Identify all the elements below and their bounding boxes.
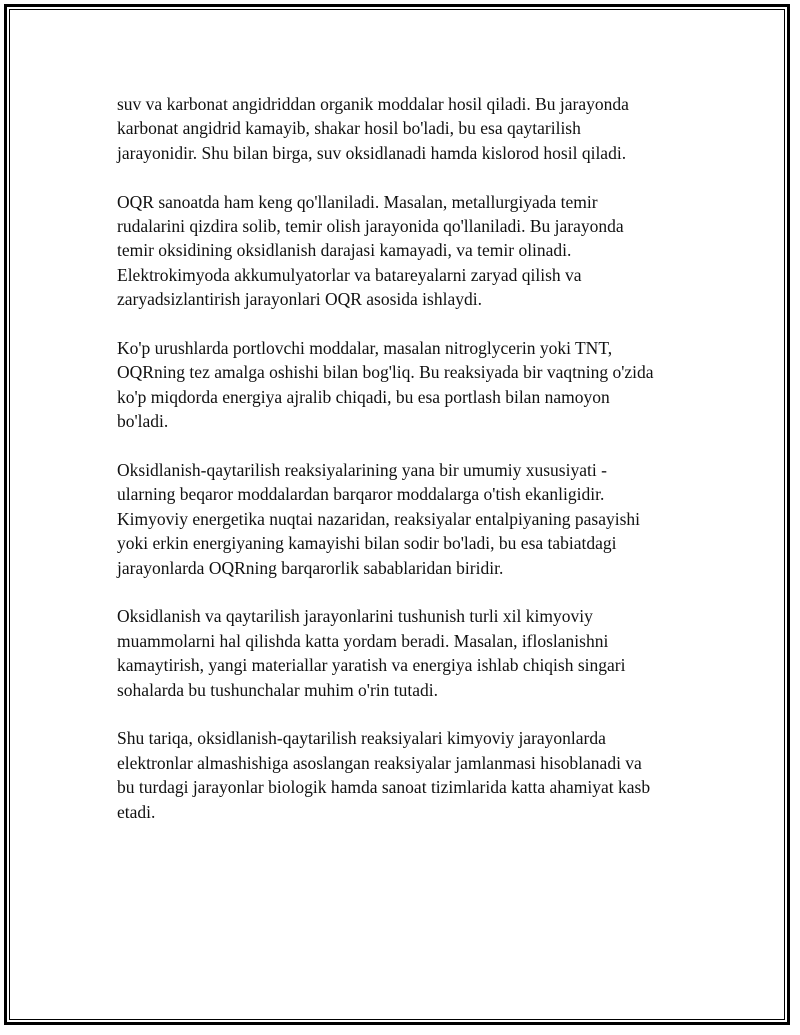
- text-line: bo'ladi.: [117, 411, 169, 432]
- text-line: zaryadsizlantirish jarayonlari OQR asosida ishlaydi.: [117, 289, 482, 310]
- text-line: yoki erkin energiyaning kamayishi bilan sodir bo'ladi, bu esa tabiatdagi: [117, 533, 617, 554]
- text-line: etadi.: [117, 801, 156, 822]
- text-line: muammolarni hal qilishda katta yordam beradi. Masalan, ifloslanishni: [117, 630, 609, 651]
- text-line: Elektrokimyoda akkumulyatorlar va batareyalarni zaryad qilish va: [117, 264, 582, 285]
- text-line: jarayonidir. Shu bilan birga, suv oksidlanadi hamda kislorod hosil qiladi.: [117, 142, 627, 163]
- text-line: Shu tariqa, oksidlanish-qaytarilish reaksiyalari kimyoviy jarayonlarda: [117, 728, 606, 749]
- text-line: OQR sanoatda ham keng qo'llaniladi. Masalan, metallurgiyada temir: [117, 191, 598, 212]
- text-line: Ko'p urushlarda portlovchi moddalar, masalan nitroglycerin yoki TNT,: [117, 338, 613, 359]
- document-body: [117, 92, 697, 849]
- text-line: jarayonlarda OQRning barqarorlik sabablaridan biridir.: [117, 557, 504, 578]
- text-line: Oksidlanish-qaytarilish reaksiyalarining yana bir umumiy xususiyati -: [117, 460, 607, 481]
- paragraph-6: [117, 726, 697, 824]
- text-line: kamaytirish, yangi materiallar yaratish va energiya ishlab chiqish singari: [117, 655, 626, 676]
- paragraph-4: [117, 458, 697, 580]
- paragraph-3: [117, 336, 697, 434]
- paragraph-2: [117, 190, 697, 312]
- text-line: elektronlar almashishiga asoslangan reaksiyalar jamlanmasi hisoblanadi va: [117, 752, 642, 773]
- text-line: ularning beqaror moddalardan barqaror moddalarga o'tish ekanligidir.: [117, 484, 605, 505]
- text-line: suv va karbonat angidriddan organik moddalar hosil qiladi. Bu jarayonda: [117, 94, 629, 114]
- paragraph-1: [117, 92, 697, 165]
- text-line: bu turdagi jarayonlar biologik hamda sanoat tizimlarida katta ahamiyat kasb: [117, 777, 651, 798]
- paragraph-5: [117, 604, 697, 702]
- text-line: Kimyoviy energetika nuqtai nazaridan, reaksiyalar entalpiyaning pasayishi: [117, 508, 641, 529]
- text-line: karbonat angidrid kamayib, shakar hosil bo'ladi, bu esa qaytarilish: [117, 118, 581, 139]
- text-line: OQRning tez amalga oshishi bilan bog'liq. Bu reaksiyada bir vaqtning o'zida: [117, 362, 654, 383]
- text-line: Oksidlanish va qaytarilish jarayonlarini tushunish turli xil kimyoviy: [117, 606, 593, 627]
- text-line: ko'p miqdorda energiya ajralib chiqadi, bu esa portlash bilan namoyon: [117, 386, 610, 407]
- text-line: sohalarda bu tushunchalar muhim o'rin tutadi.: [117, 679, 438, 700]
- text-line: rudalarini qizdira solib, temir olish jarayonida qo'llaniladi. Bu jarayonda: [117, 216, 624, 237]
- text-line: temir oksidining oksidlanish darajasi kamayadi, va temir olinadi.: [117, 240, 572, 261]
